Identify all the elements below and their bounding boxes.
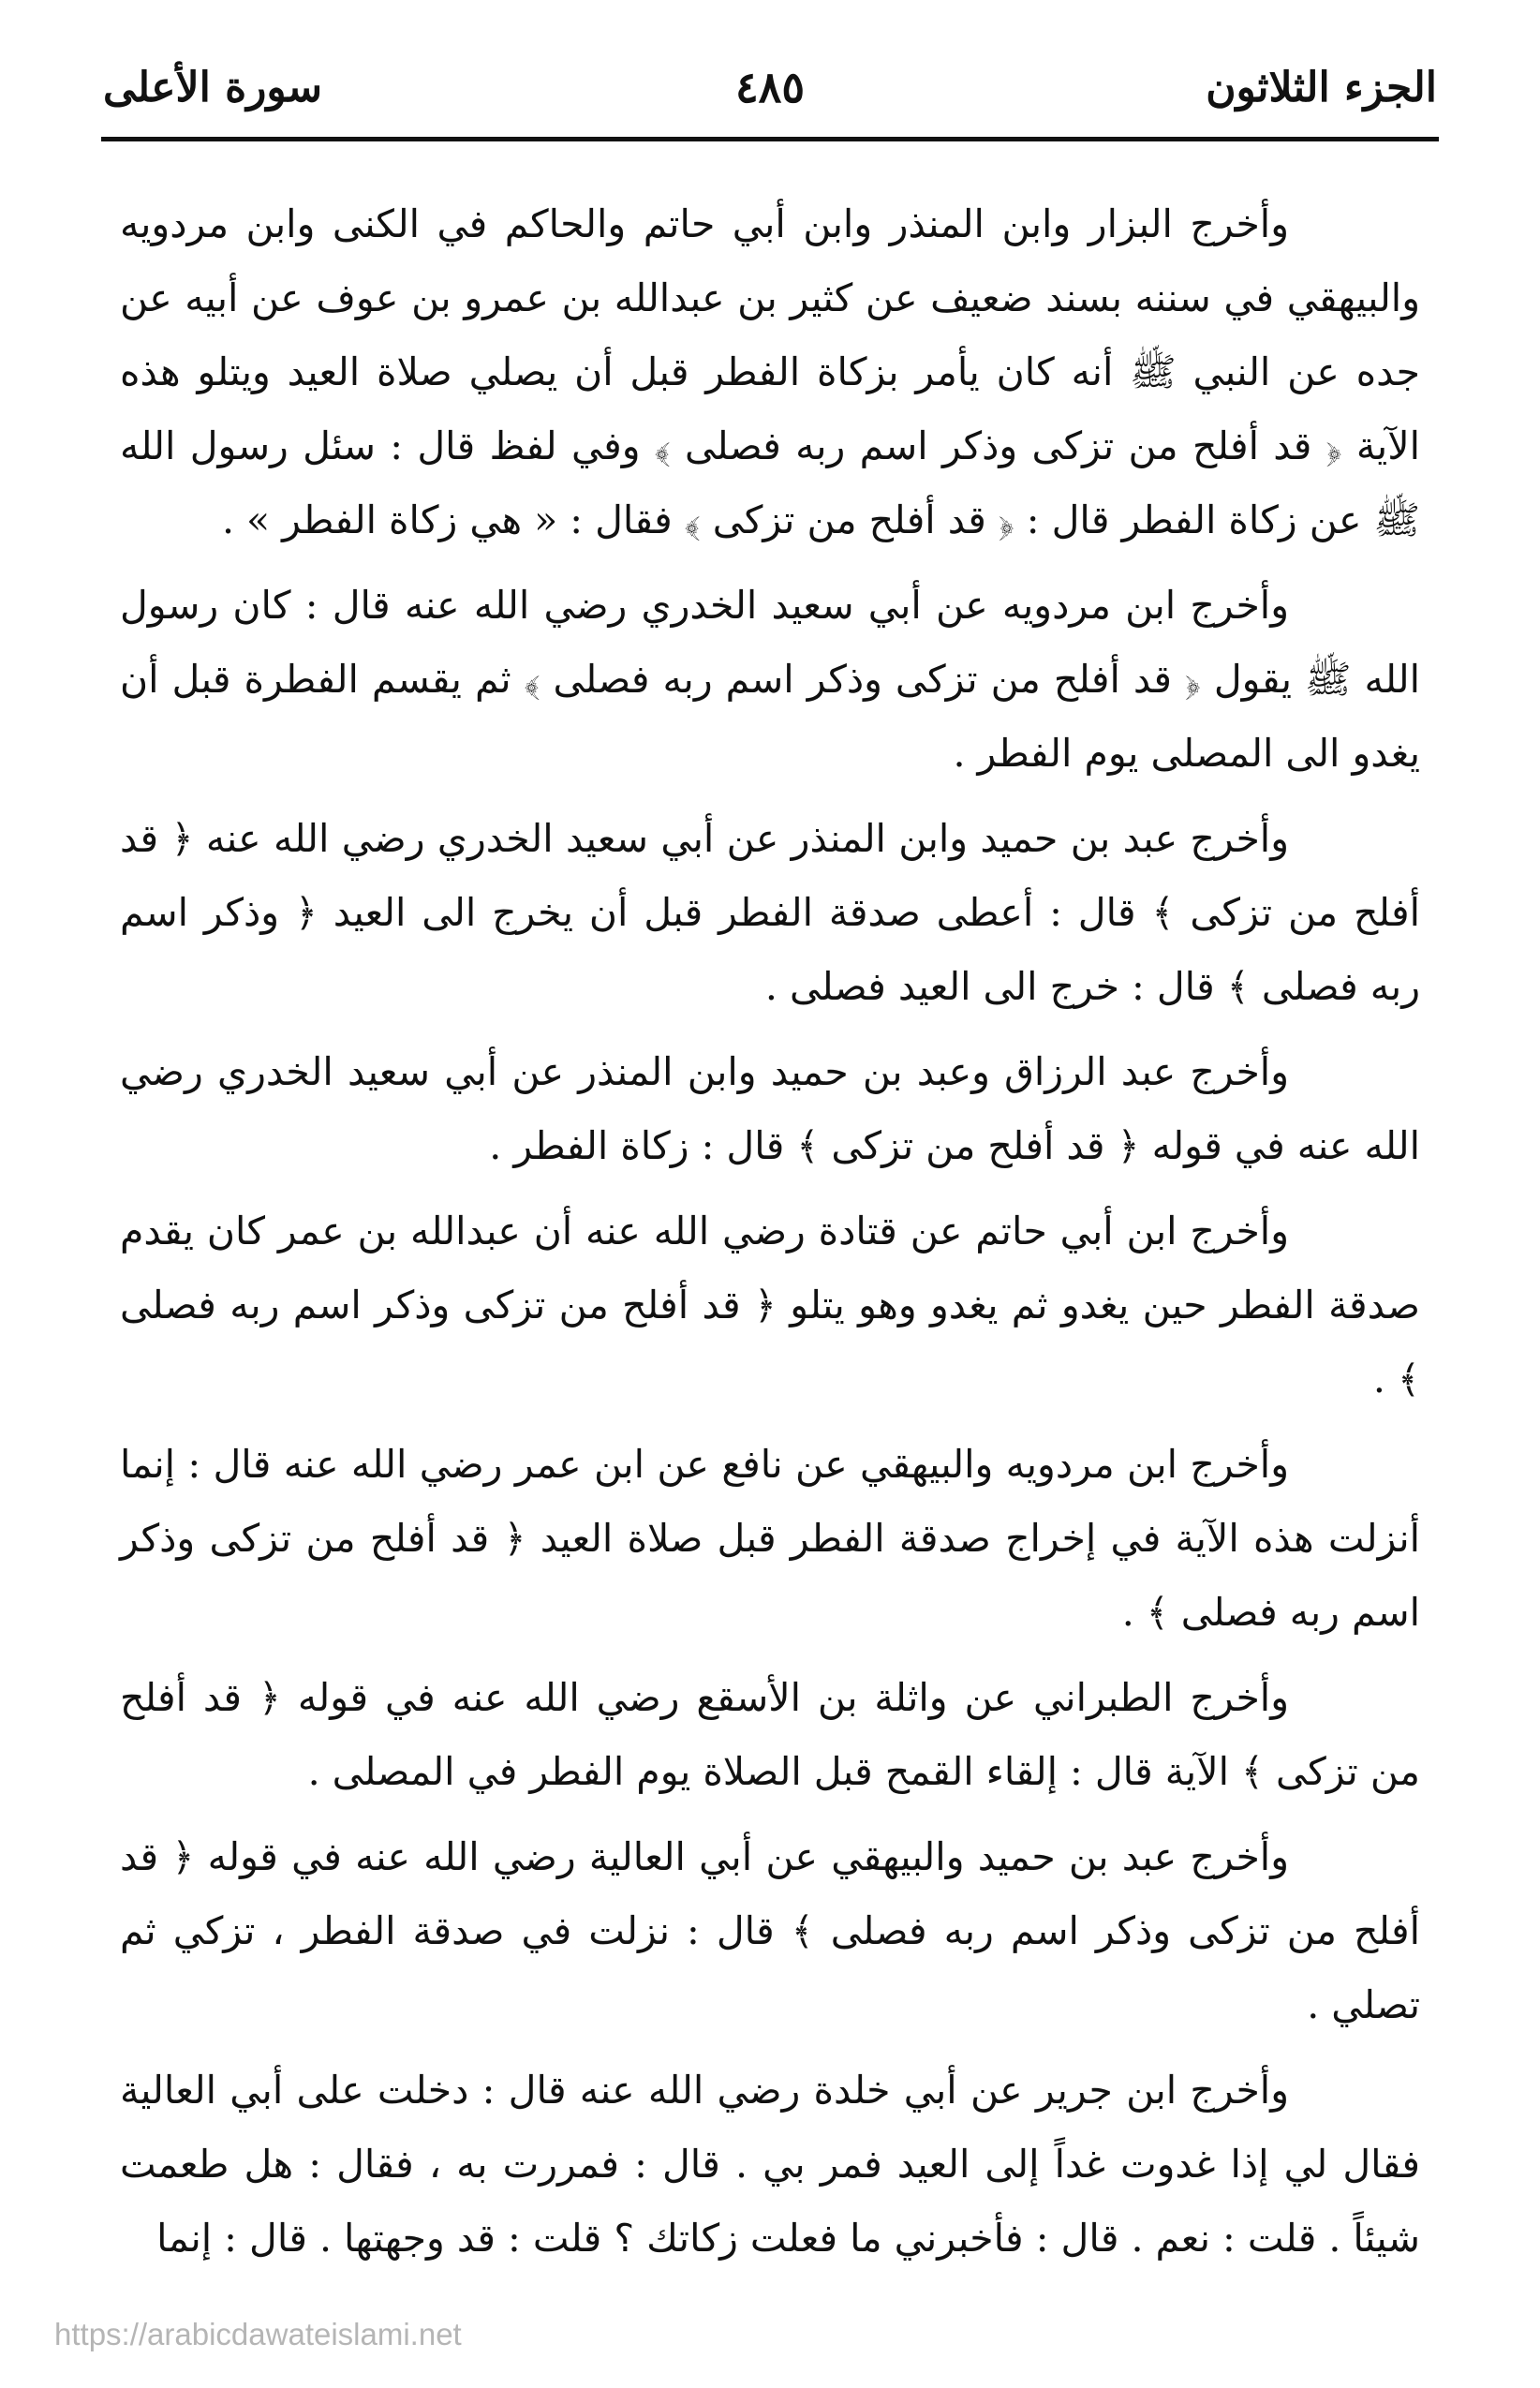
source-watermark: https://arabicdawateislami.net <box>54 2317 462 2351</box>
paragraph: وأخرج ابن مردويه عن أبي سعيد الخدري رضي الله عنه قال : كان رسول الله ﷺ يقول ﴿ قد أفلح من تزكى وذكر اسم ربه فصلى ﴾ ثم يقسم الفطرة قبل أن يغدو الى المصلى يوم الفطر . <box>120 583 1420 776</box>
juz-title: الجزء الثلاثون <box>1206 63 1437 111</box>
page-number: ٤٨٥ <box>734 62 806 112</box>
paragraph: وأخرج ابن مردويه والبيهقي عن نافع عن ابن عمر رضي الله عنه قال : إنما أنزلت هذه الآية في إخراج صدقة الفطر قبل صلاة العيد ﴿ قد أفلح من تزكى وذكر اسم ربه فصلى ﴾ . <box>120 1442 1420 1635</box>
paragraph: وأخرج عبد بن حميد والبيهقي عن أبي العالية رضي الله عنه في قوله ﴿ قد أفلح من تزكى وذكر اسم ربه فصلى ﴾ قال : نزلت في صدقة الفطر ، تزكي ثم تصلي . <box>120 1834 1420 2027</box>
page-body <box>120 187 1420 2287</box>
paragraph: وأخرج عبد الرزاق وعبد بن حميد وابن المنذر عن أبي سعيد الخدري رضي الله عنه في قوله ﴿ قد أفلح من تزكى ﴾ قال : زكاة الفطر . <box>120 1049 1420 1168</box>
page-header <box>103 54 1437 120</box>
paragraph: وأخرج عبد بن حميد وابن المنذر عن أبي سعيد الخدري رضي الله عنه ﴿ قد أفلح من تزكى ﴾ قال : أعطى صدقة الفطر قبل أن يخرج الى العيد ﴿ وذكر اسم ربه فصلى ﴾ قال : خرج الى العيد فصلى . <box>120 816 1420 1009</box>
paragraph: وأخرج ابن جرير عن أبي خلدة رضي الله عنه قال : دخلت على أبي العالية فقال لي إذا غدوت غداً إلى العيد فمر بي . قال : فمررت به ، فقال : هل طعمت شيئاً . قلت : نعم . قال : فأخبرني ما فعلت زكاتك ؟ قلت : قد وجهتها . قال : إنما <box>120 2068 1420 2261</box>
surah-title: سورة الأعلى <box>103 63 323 111</box>
header-divider <box>101 137 1439 141</box>
paragraph: وأخرج البزار وابن المنذر وابن أبي حاتم والحاكم في الكنى وابن مردويه والبيهقي في سننه بسند ضعيف عن كثير بن عبدالله بن عمرو بن عوف عن أبيه عن جده عن النبي ﷺ أنه كان يأمر بزكاة الفطر قبل أن يصلي صلاة العيد ويتلو هذه الآية ﴿ قد أفلح من تزكى وذكر اسم ربه فصلى ﴾ وفي لفظ قال : سئل رسول الله ﷺ عن زكاة الفطر قال : ﴿ قد أفلح من تزكى ﴾ فقال : « هي زكاة الفطر » . <box>120 201 1420 542</box>
paragraph: وأخرج الطبراني عن واثلة بن الأسقع رضي الله عنه في قوله ﴿ قد أفلح من تزكى ﴾ الآية قال : إلقاء القمح قبل الصلاة يوم الفطر في المصلى . <box>120 1675 1420 1794</box>
paragraph: وأخرج ابن أبي حاتم عن قتادة رضي الله عنه أن عبدالله بن عمر كان يقدم صدقة الفطر حين يغدو ثم يغدو وهو يتلو ﴿ قد أفلح من تزكى وذكر اسم ربه فصلى ﴾ . <box>120 1209 1420 1402</box>
